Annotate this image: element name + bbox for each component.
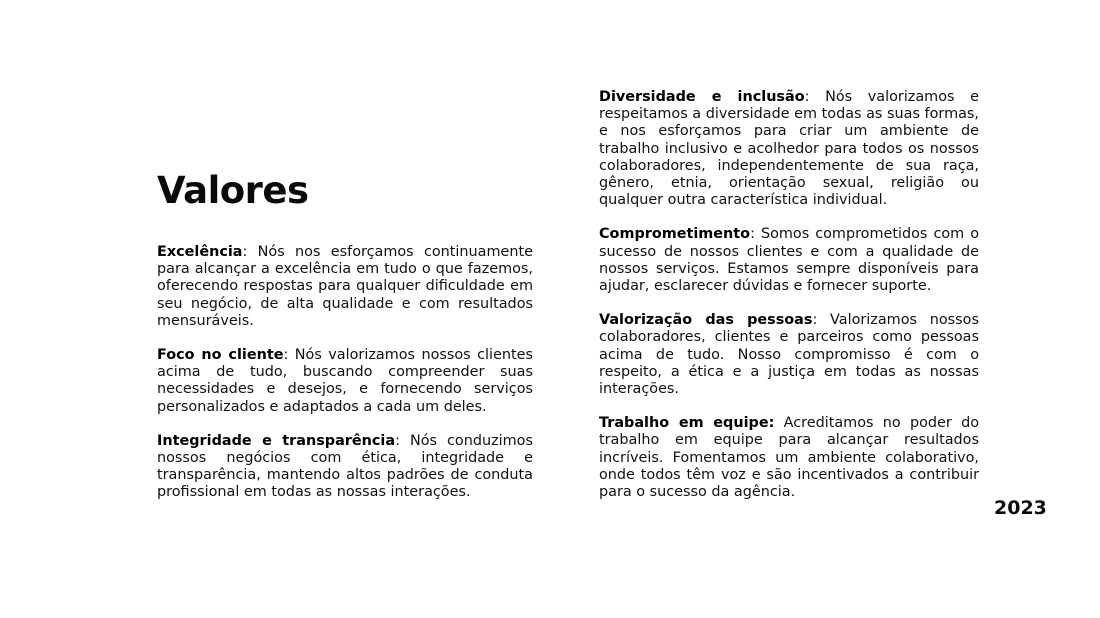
value-term: Valorização das pessoas xyxy=(599,312,813,329)
value-paragraph-foco-no-cliente xyxy=(157,347,533,416)
value-paragraph-trabalho-em-equipe xyxy=(599,415,979,501)
value-separator: : xyxy=(804,89,826,105)
page-title: Valores xyxy=(157,169,309,212)
value-term: Diversidade e inclusão xyxy=(599,89,805,105)
value-term: Excelência xyxy=(157,244,243,260)
value-term: Trabalho em equipe: xyxy=(599,415,775,432)
value-term: Comprometimento xyxy=(599,226,751,243)
year-label: 2023 xyxy=(994,497,1047,519)
value-description: Somos comprometidos com o sucesso de nossos clientes e com a qualidade de nossos serviços. Estamos sempre disponíveis para ajudar, esclarecer dúvidas e fornecer suporte. xyxy=(599,226,979,295)
value-term: Foco no cliente xyxy=(157,347,284,364)
value-description: Valorizamos nossos colaboradores, clientes e parceiros como pessoas acima de tudo. Nosso compromisso é com o respeito, a ética e a justiça em todas as nossas interações. xyxy=(599,312,979,398)
value-description: Acreditamos no poder do trabalho em equipe para alcançar resultados incríveis. Fomentamos um ambiente colaborativo, onde todos têm voz e são incentivados a contribuir para o sucesso da agência. xyxy=(599,415,980,501)
value-separator: : xyxy=(242,244,258,260)
value-paragraph-integridade xyxy=(157,433,533,502)
value-separator: : xyxy=(750,226,761,243)
value-paragraph-comprometimento xyxy=(599,226,979,295)
value-paragraph-valorizacao xyxy=(599,312,979,398)
value-separator: : xyxy=(283,347,295,364)
value-separator xyxy=(774,415,783,431)
value-term: Integridade e transparência xyxy=(157,432,396,449)
value-description: Nós conduzimos nossos negócios com ética, integridade e transparência, mantendo altos padrões de conduta profissional em todas as nossas interações. xyxy=(157,432,533,501)
value-paragraph-diversidade xyxy=(599,89,979,209)
value-separator: : xyxy=(812,312,831,329)
value-separator: : xyxy=(395,432,410,449)
values-right-column xyxy=(599,89,979,518)
value-description: Nós valorizamos nossos clientes acima de tudo, buscando compreender suas necessidades e desejos, e fornecendo serviços personalizados e adaptados a cada um deles. xyxy=(157,347,533,415)
value-paragraph-excelencia xyxy=(157,244,533,330)
values-left-column xyxy=(157,244,533,519)
value-description: Nós valorizamos e respeitamos a diversidade em todas as suas formas, e nos esforçamos para criar um ambiente de trabalho inclusivo e acolhedor para todos os nossos colaboradores, independentemente de sua raça, gênero, etnia, orientação sexual, religião ou qualquer outra característica individual. xyxy=(599,89,979,209)
value-description: Nós nos esforçamos continuamente para alcançar a excelência em tudo o que fazemos, oferecendo respostas para qualquer dificuldade em seu negócio, de alta qualidade e com resultados mensuráveis. xyxy=(157,244,533,329)
